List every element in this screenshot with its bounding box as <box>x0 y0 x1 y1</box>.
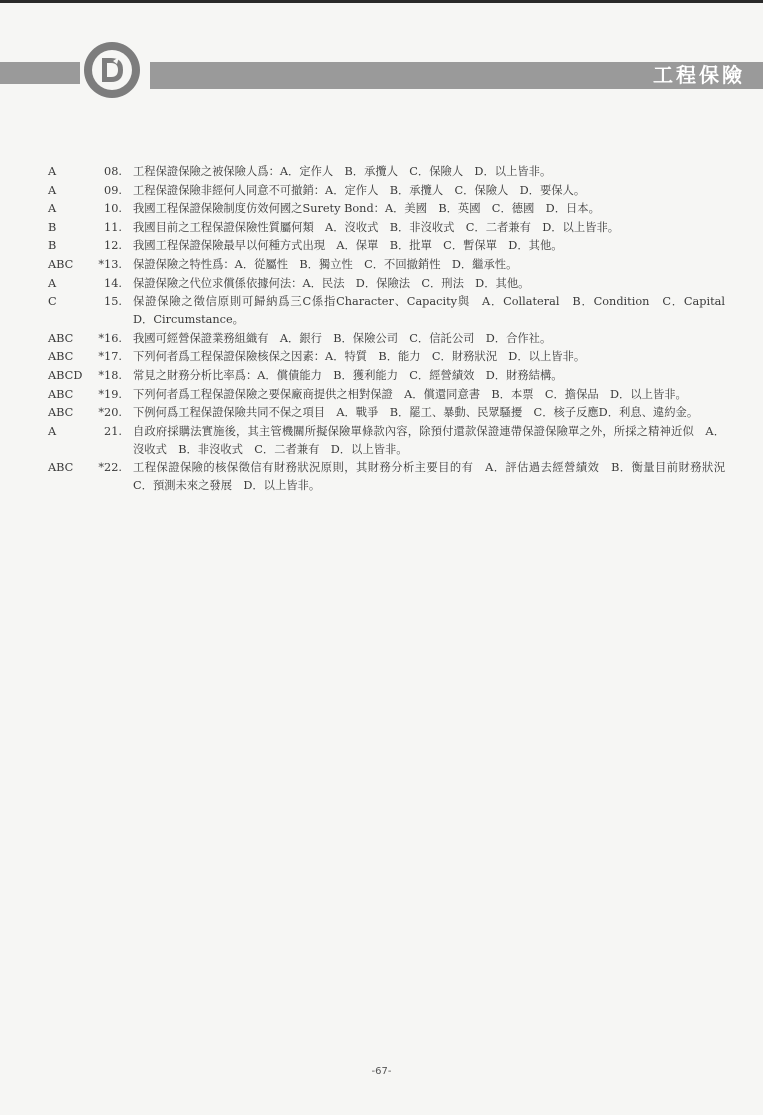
question-number: *18. <box>98 368 122 382</box>
question-text: 我國工程保證保險制度仿效何國之Surety Bond：A．美國 B．英國 C．德國 D．日本。 <box>133 202 600 216</box>
top-border-line <box>0 0 763 3</box>
question-text: 我國可經營保證業務組織有 A．銀行 B．保險公司 C．信託公司 D．合作社。 <box>133 331 552 345</box>
question-text: 工程保證保險非經何人同意不可撤銷：A．定作人 B．承攬人 C．保險人 D．要保人。 <box>133 183 586 197</box>
question-text: 我國目前之工程保證保險性質屬何類 A．沒收式 B．非沒收式 C．二者兼有 D．以上皆非。 <box>133 220 620 234</box>
question-text: 下列何者爲工程保證保險核保之因素：A．特質 B．能力 C．財務狀況 D．以上皆非。 <box>133 350 586 364</box>
question-number: 14. <box>104 276 122 290</box>
question-text: 保證保險之徵信原則可歸納爲三C係指Character、Capacity與 A．Collateral B．Condition C．Capital D．Circumstance。 <box>133 295 737 327</box>
question-item <box>0 219 763 237</box>
answer-key: A <box>48 165 57 178</box>
question-text: 下列何者爲工程保證保險之要保廠商提供之相對保證 A．償還同意書 B．本票 C．擔保品 D．以上皆非。 <box>133 387 687 401</box>
page-number: -67- <box>371 1066 392 1077</box>
question-item <box>0 163 763 181</box>
answer-key: ABC <box>48 331 74 345</box>
question-item <box>0 237 763 255</box>
question-item <box>0 423 763 459</box>
answer-key: B <box>48 220 57 234</box>
question-item <box>0 459 763 495</box>
question-item <box>0 293 763 329</box>
question-item <box>0 367 763 385</box>
question-item <box>0 275 763 293</box>
question-text: 下例何爲工程保證保險共同不保之項目 A．戰爭 B．罷工、暴動、民眾騷擾 C．核子反應D．利息、違約金。 <box>133 406 699 420</box>
question-text: 我國工程保證保險最早以何種方式出現 A．保單 B．批單 C．暫保單 D．其他。 <box>133 239 563 253</box>
question-number: *17. <box>98 350 122 364</box>
question-text: 保證保險之特性爲：A．從屬性 B．獨立性 C．不回撤銷性 D．繼承性。 <box>133 257 518 271</box>
question-text: 常見之財務分析比率爲：A．償債能力 B．獲利能力 C．經營績效 D．財務結構。 <box>133 368 563 382</box>
answer-key: A <box>48 202 57 216</box>
answer-key: ABC <box>48 406 74 420</box>
question-item <box>0 330 763 348</box>
question-number: *20. <box>98 406 122 420</box>
question-text: 保證保險之代位求償係依據何法：A．民法 D．保險法 C．刑法 D．其他。 <box>133 276 530 290</box>
answer-key: A <box>48 424 57 438</box>
question-number: *19. <box>98 387 122 401</box>
question-item <box>0 256 763 274</box>
question-number: 21. <box>104 424 122 438</box>
section-title: 工程保險 <box>653 63 745 87</box>
question-number: 10. <box>104 202 122 216</box>
question-item <box>0 404 763 422</box>
question-item <box>0 386 763 404</box>
answer-key: ABC <box>48 387 74 401</box>
answer-key: B <box>48 239 57 253</box>
circle-dragon-logo-icon <box>82 40 142 100</box>
question-number: 08. <box>104 165 122 178</box>
question-list <box>0 163 763 496</box>
answer-key: ABCD <box>48 368 83 382</box>
question-text: 自政府採購法實施後，其主管機關所擬保險單條款內容，除預付還款保證連帶保證保險單之外，所採之精神近似 A．沒收式 B．非沒收式 C．二者兼有 D．以上皆非。 <box>133 424 725 456</box>
question-text: 工程保證保險的核保徵信有財務狀況原則，其財務分析主要目的有 A．評估過去經營績效 B．衡量目前財務狀況 C．預測未來之發展 D．以上皆非。 <box>133 461 737 493</box>
question-number: 09. <box>104 183 122 197</box>
question-number: *22. <box>98 461 122 475</box>
answer-key: A <box>48 183 57 197</box>
answer-key: ABC <box>48 350 74 364</box>
question-item <box>0 200 763 218</box>
answer-key: A <box>48 276 57 290</box>
answer-key: ABC <box>48 257 74 271</box>
question-item <box>0 182 763 200</box>
question-number: 12. <box>104 239 122 253</box>
answer-key: ABC <box>48 461 74 475</box>
question-number: 15. <box>104 295 122 309</box>
question-text: 工程保證保險之被保險人爲：A．定作人 B．承攬人 C．保險人 D．以上皆非。 <box>133 165 552 178</box>
question-number: *13. <box>98 257 122 271</box>
question-number: *16. <box>98 331 122 345</box>
question-number: 11. <box>104 220 122 234</box>
header-band-left <box>0 62 80 84</box>
question-item <box>0 348 763 366</box>
answer-key: C <box>48 295 57 309</box>
